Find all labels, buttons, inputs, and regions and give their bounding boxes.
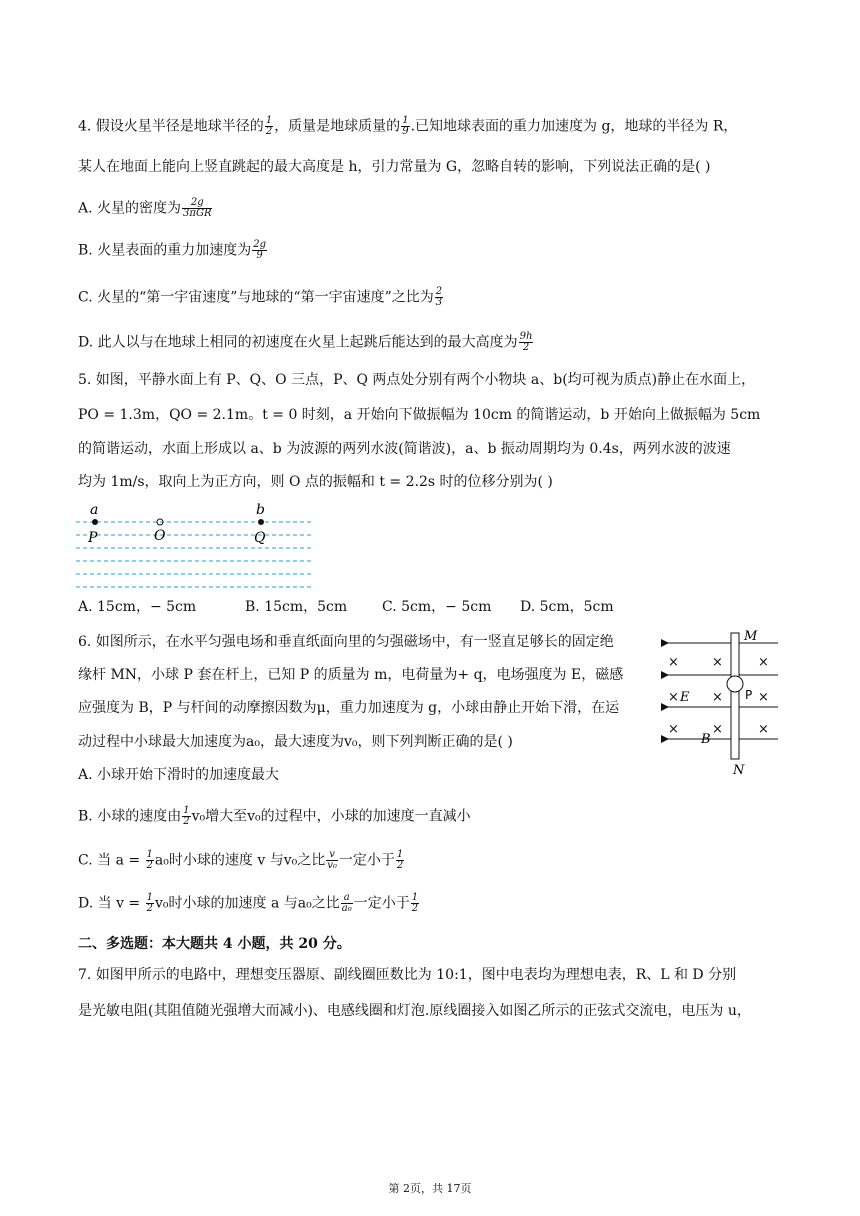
- svg-text:×: ×: [668, 722, 679, 737]
- q6-line1: 6. 如图所示，在水平匀强电场和垂直纸面向里的匀强磁场中，有一竖直足够长的固定绝: [78, 634, 614, 650]
- fraction: $\frac{2g}{\text{3πGR}}$: [183, 197, 212, 219]
- fraction: $\frac{1}{2}$: [183, 805, 190, 827]
- fraction: $\frac{9h}{2}$: [519, 331, 533, 353]
- q4-text-c: .已知地球表面的重力加速度为 g，地球的半径为 R，: [410, 118, 738, 135]
- q6-line4: 动过程中小球最大加速度为a₀，最大速度为v₀，则下列判断正确的是( ): [78, 734, 513, 750]
- fraction: $\frac{1}{2}$: [146, 892, 153, 914]
- label-b: b: [256, 502, 265, 518]
- fraction: $\frac{2g}{9}$: [253, 239, 266, 261]
- q7-line1: 7. 如图甲所示的电路中，理想变压器原、副线圈匝数比为 10:1，图中电表均为理想电表，R、L 和 D 分别: [78, 967, 737, 983]
- svg-text:×: ×: [712, 722, 723, 737]
- q6-line2: 缘杆 MN，小球 P 套在杆上，已知 P 的质量为 m，电荷量为+ q，电场强度为 E，磁感: [78, 667, 624, 683]
- point-Q-dot: [258, 519, 264, 525]
- q4-option-a: A. 火星的密度为 $\frac{2g}{\text{3πGR}}$: [78, 197, 212, 219]
- fraction: $\frac{1}{2}$: [411, 892, 419, 914]
- q5-option-c: C. 5cm，− 5cm: [382, 599, 492, 615]
- q5-water-figure: [76, 502, 316, 592]
- label-N: N: [733, 763, 745, 778]
- svg-text:×: ×: [758, 722, 769, 737]
- point-P-dot: [92, 519, 98, 525]
- q6-option-c: C. 当 a = $\frac{1}{2}$ a₀时小球的速度 v 与v₀之比 $\frac{v}{\text{v₀}}$ 一定小于 $\frac{1}{2}$: [78, 849, 404, 871]
- q4-option-d: D. 此人以与在地球上相同的初速度在火星上起跳后能达到的最大高度为 $\frac{9h}{2}$: [78, 331, 533, 353]
- q6-option-d: D. 当 v = $\frac{1}{2}$ v₀时小球的加速度 a 与a₀之比 $\frac{a}{\text{a₀}}$ 一定小于 $\frac{1}{2}$: [78, 892, 419, 914]
- label-P: P: [745, 688, 753, 702]
- q6-field-figure: [660, 628, 785, 778]
- svg-text:×: ×: [712, 655, 723, 670]
- label-M: M: [744, 629, 758, 644]
- label-B: B: [701, 732, 711, 747]
- label-P: P: [88, 530, 98, 546]
- label-a: a: [90, 502, 99, 518]
- fraction: $\frac{1}{2}$: [265, 115, 273, 137]
- section-heading: 二、多选题：本大题共 4 小题，共 20 分。: [78, 936, 351, 952]
- q5-line1: 5. 如图，平静水面上有 P、Q、O 三点，P、Q 两点处分别有两个小物块 a、b(均可视为质点)静止在水面上，: [78, 372, 756, 388]
- q4-text-a: 4. 假设火星半径是地球半径的: [78, 118, 264, 135]
- q7-line2: 是光敏电阻(其阻值随光强增大而减小)、电感线圈和灯泡.原线圈接入如图乙所示的正弦式交流电，电压为 u，: [78, 1003, 751, 1019]
- q4-line2: 某人在地面上能向上竖直跳起的最大高度是 h，引力常量为 G，忽略自转的影响，下列说法正确的是( ): [78, 159, 711, 175]
- fraction: $\frac{1}{9}$: [402, 115, 409, 137]
- svg-text:×: ×: [668, 690, 679, 705]
- rod-MN: [731, 633, 739, 759]
- q4-text-b: ，质量是地球质量的: [274, 118, 401, 135]
- label-O: O: [154, 528, 166, 544]
- fraction: $\frac{a}{\text{a₀}}$: [341, 892, 352, 914]
- label-Q: Q: [254, 530, 266, 546]
- q5-line3: 的简谐运动，水面上形成以 a、b 为波源的两列水波(简谐波)，a、b 振动周期均为 0.4s，两列水波的波速: [78, 441, 731, 457]
- q5-option-a: A. 15cm，− 5cm: [78, 599, 197, 615]
- fraction: $\frac{v}{\text{v₀}}$: [327, 849, 337, 871]
- q4-line1: [78, 116, 737, 137]
- svg-text:×: ×: [758, 690, 769, 705]
- q5-option-b: B. 15cm，5cm: [245, 599, 348, 615]
- svg-text:×: ×: [758, 655, 769, 670]
- ball-P: [727, 676, 743, 692]
- q6-option-b: B. 小球的速度由 $\frac{1}{2}$ v₀增大至v₀的过程中，小球的加速度一直减小: [78, 805, 471, 827]
- svg-text:×: ×: [712, 690, 723, 705]
- q4-option-c: C. 火星的“第一宇宙速度”与地球的“第一宇宙速度”之比为 $\frac{2}{3}$: [78, 286, 443, 308]
- q5-line4: 均为 1m/s，取向上为正方向，则 O 点的振幅和 t = 2.2s 时的位移分别为( ): [78, 474, 553, 490]
- q6-option-a: A. 小球开始下滑时的加速度最大: [78, 767, 280, 783]
- fraction: $\frac{1}{2}$: [396, 849, 404, 871]
- q4-option-b: B. 火星表面的重力加速度为 $\frac{2g}{9}$: [78, 239, 266, 261]
- svg-text:×: ×: [668, 655, 679, 670]
- q5-line2: PO = 1.3m，QO = 2.1m。t = 0 时刻，a 开始向下做振幅为 10cm 的简谐运动，b 开始向上做振幅为 5cm: [78, 407, 761, 423]
- page-footer: 第 2页，共 17页: [388, 1182, 472, 1195]
- fraction: $\frac{1}{2}$: [146, 849, 153, 871]
- q6-line3: 应强度为 B，P 与杆间的动摩擦因数为μ，重力加速度为 g，小球由静止开始下滑，在运: [78, 700, 620, 716]
- fraction: $\frac{2}{3}$: [435, 286, 443, 308]
- water-lines: [76, 522, 312, 587]
- q5-option-d: D. 5cm，5cm: [520, 599, 614, 615]
- label-E: E: [680, 690, 690, 705]
